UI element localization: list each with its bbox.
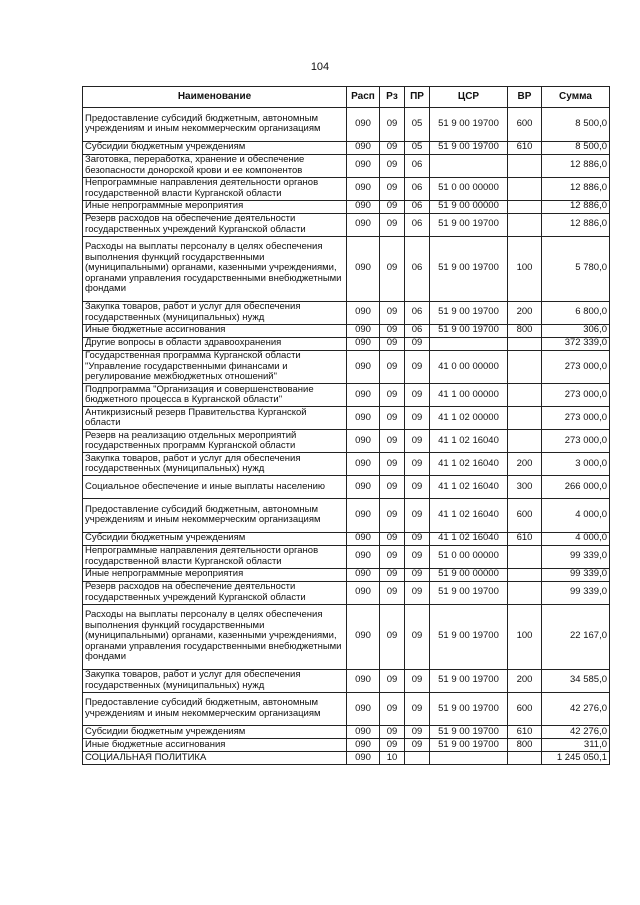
column-header-sum: Сумма	[542, 87, 610, 108]
cell-rasp: 090	[347, 350, 380, 384]
table-row	[83, 108, 610, 142]
cell-sum: 273 000,0	[542, 407, 610, 430]
cell-rasp: 090	[347, 177, 380, 200]
cell-rz: 09	[380, 200, 405, 213]
cell-name: Расходы на выплаты персоналу в целях обеспечения выполнения функций государственными (муниципальными) органами, казенными учреждениями, органами управления государственными внебюджетными фондами	[83, 604, 347, 669]
table-row	[83, 532, 610, 545]
cell-rz: 09	[380, 476, 405, 499]
cell-rasp: 090	[347, 499, 380, 533]
cell-rasp: 090	[347, 430, 380, 453]
cell-pr: 06	[405, 200, 430, 213]
table-row	[83, 726, 610, 739]
cell-name: Закупка товаров, работ и услуг для обеспечения государственных (муниципальных) нужд	[83, 453, 347, 476]
cell-name: Субсидии бюджетным учреждениям	[83, 726, 347, 739]
cell-csr: 51 9 00 19700	[430, 669, 508, 692]
cell-csr	[430, 337, 508, 350]
column-header-rz: Рз	[380, 87, 405, 108]
cell-rz: 09	[380, 532, 405, 545]
cell-rz: 09	[380, 301, 405, 324]
cell-name: Предоставление субсидий бюджетным, автономным учреждениям и иным некоммерческим организациям	[83, 108, 347, 142]
cell-csr: 51 9 00 19700	[430, 692, 508, 726]
cell-vr: 610	[508, 726, 542, 739]
cell-sum: 311,0	[542, 739, 610, 752]
cell-pr: 05	[405, 141, 430, 154]
cell-name: Заготовка, переработка, хранение и обеспечение безопасности донорской крови и ее компонентов	[83, 154, 347, 177]
table-row	[83, 692, 610, 726]
cell-name: Государственная программа Курганской области "Управление государственными финансами и регулирование межбюджетных отношений"	[83, 350, 347, 384]
cell-rz: 09	[380, 453, 405, 476]
cell-pr: 06	[405, 154, 430, 177]
cell-sum: 3 000,0	[542, 453, 610, 476]
cell-rz: 09	[380, 568, 405, 581]
cell-rasp: 090	[347, 532, 380, 545]
cell-vr	[508, 350, 542, 384]
cell-vr: 600	[508, 499, 542, 533]
cell-name: Непрограммные направления деятельности органов государственной власти Курганской области	[83, 177, 347, 200]
cell-pr: 09	[405, 499, 430, 533]
cell-vr: 200	[508, 453, 542, 476]
cell-csr: 51 0 00 00000	[430, 177, 508, 200]
cell-rz: 09	[380, 692, 405, 726]
cell-pr: 06	[405, 177, 430, 200]
cell-pr: 06	[405, 324, 430, 337]
cell-sum: 99 339,0	[542, 581, 610, 604]
cell-pr: 09	[405, 692, 430, 726]
cell-name: Субсидии бюджетным учреждениям	[83, 141, 347, 154]
cell-name: Предоставление субсидий бюджетным, автономным учреждениям и иным некоммерческим организациям	[83, 692, 347, 726]
cell-name: Резерв на реализацию отдельных мероприятий государственных программ Курганской области	[83, 430, 347, 453]
column-header-name: Наименование	[83, 87, 347, 108]
table-row	[83, 384, 610, 407]
cell-rz: 09	[380, 108, 405, 142]
cell-vr	[508, 200, 542, 213]
cell-rz: 09	[380, 177, 405, 200]
column-header-rasp: Расп	[347, 87, 380, 108]
cell-csr: 51 9 00 19700	[430, 108, 508, 142]
cell-pr: 09	[405, 453, 430, 476]
cell-vr: 200	[508, 669, 542, 692]
cell-sum: 12 886,0	[542, 213, 610, 236]
cell-rasp: 090	[347, 108, 380, 142]
cell-csr: 51 9 00 19700	[430, 141, 508, 154]
budget-table	[82, 86, 610, 765]
cell-csr: 51 9 00 19700	[430, 301, 508, 324]
page-number: 104	[310, 61, 330, 73]
cell-rasp: 090	[347, 141, 380, 154]
table-row	[83, 301, 610, 324]
cell-vr: 600	[508, 108, 542, 142]
cell-vr	[508, 568, 542, 581]
cell-pr: 09	[405, 581, 430, 604]
cell-pr: 09	[405, 532, 430, 545]
cell-vr	[508, 407, 542, 430]
cell-rz: 09	[380, 669, 405, 692]
cell-rz: 09	[380, 739, 405, 752]
cell-csr	[430, 752, 508, 765]
cell-sum: 273 000,0	[542, 350, 610, 384]
column-header-pr: ПР	[405, 87, 430, 108]
cell-rz: 09	[380, 430, 405, 453]
table-row	[83, 350, 610, 384]
table-row	[83, 739, 610, 752]
cell-rasp: 090	[347, 154, 380, 177]
cell-sum: 4 000,0	[542, 532, 610, 545]
table-row	[83, 499, 610, 533]
cell-rasp: 090	[347, 692, 380, 726]
table-row	[83, 324, 610, 337]
cell-rasp: 090	[347, 236, 380, 301]
cell-pr: 09	[405, 604, 430, 669]
cell-rasp: 090	[347, 453, 380, 476]
cell-pr: 09	[405, 476, 430, 499]
cell-name: Социальное обеспечение и иные выплаты населению	[83, 476, 347, 499]
table-row	[83, 407, 610, 430]
cell-sum: 34 585,0	[542, 669, 610, 692]
cell-name: Иные непрограммные мероприятия	[83, 200, 347, 213]
cell-name: Предоставление субсидий бюджетным, автономным учреждениям и иным некоммерческим организациям	[83, 499, 347, 533]
cell-rasp: 090	[347, 476, 380, 499]
cell-name: Антикризисный резерв Правительства Курганской области	[83, 407, 347, 430]
cell-sum: 4 000,0	[542, 499, 610, 533]
cell-rasp: 090	[347, 568, 380, 581]
cell-vr: 100	[508, 604, 542, 669]
cell-rz: 09	[380, 604, 405, 669]
cell-sum: 12 886,0	[542, 154, 610, 177]
cell-name: Иные непрограммные мероприятия	[83, 568, 347, 581]
cell-rz: 09	[380, 499, 405, 533]
cell-rasp: 090	[347, 384, 380, 407]
cell-rasp: 090	[347, 669, 380, 692]
table-header-row	[83, 87, 610, 108]
cell-sum: 8 500,0	[542, 141, 610, 154]
cell-vr: 300	[508, 476, 542, 499]
cell-csr: 41 1 02 16040	[430, 430, 508, 453]
cell-pr: 09	[405, 669, 430, 692]
table-row	[83, 581, 610, 604]
cell-name: Расходы на выплаты персоналу в целях обеспечения выполнения функций государственными (муниципальными) органами, казенными учреждениями, органами управления государственными внебюджетными фондами	[83, 236, 347, 301]
cell-vr	[508, 581, 542, 604]
cell-rasp: 090	[347, 324, 380, 337]
cell-sum: 12 886,0	[542, 200, 610, 213]
cell-rz: 09	[380, 407, 405, 430]
cell-csr: 41 1 02 16040	[430, 453, 508, 476]
cell-rasp: 090	[347, 752, 380, 765]
cell-sum: 6 800,0	[542, 301, 610, 324]
cell-rasp: 090	[347, 200, 380, 213]
cell-sum: 372 339,0	[542, 337, 610, 350]
cell-pr: 06	[405, 236, 430, 301]
cell-csr: 51 9 00 19700	[430, 739, 508, 752]
cell-rasp: 090	[347, 726, 380, 739]
cell-csr: 51 9 00 19700	[430, 726, 508, 739]
cell-sum: 99 339,0	[542, 545, 610, 568]
cell-csr: 41 1 02 16040	[430, 532, 508, 545]
cell-rz: 09	[380, 726, 405, 739]
cell-sum: 1 245 050,1	[542, 752, 610, 765]
table-row	[83, 430, 610, 453]
cell-pr: 06	[405, 301, 430, 324]
cell-rasp: 090	[347, 407, 380, 430]
cell-rasp: 090	[347, 301, 380, 324]
cell-csr: 41 1 02 16040	[430, 476, 508, 499]
cell-csr: 51 9 00 19700	[430, 604, 508, 669]
table-row	[83, 604, 610, 669]
cell-pr: 09	[405, 568, 430, 581]
cell-name: Закупка товаров, работ и услуг для обеспечения государственных (муниципальных) нужд	[83, 669, 347, 692]
cell-rz: 09	[380, 141, 405, 154]
cell-rz: 09	[380, 545, 405, 568]
cell-rasp: 090	[347, 337, 380, 350]
cell-vr: 200	[508, 301, 542, 324]
cell-rz: 09	[380, 213, 405, 236]
cell-csr: 41 1 02 00000	[430, 407, 508, 430]
cell-sum: 12 886,0	[542, 177, 610, 200]
table-row	[83, 752, 610, 765]
cell-pr: 09	[405, 545, 430, 568]
cell-csr: 51 0 00 00000	[430, 545, 508, 568]
cell-sum: 5 780,0	[542, 236, 610, 301]
cell-rasp: 090	[347, 604, 380, 669]
cell-csr	[430, 154, 508, 177]
cell-sum: 42 276,0	[542, 692, 610, 726]
cell-rasp: 090	[347, 581, 380, 604]
cell-vr	[508, 545, 542, 568]
cell-csr: 51 9 00 19700	[430, 581, 508, 604]
cell-name: Непрограммные направления деятельности органов государственной власти Курганской области	[83, 545, 347, 568]
cell-sum: 266 000,0	[542, 476, 610, 499]
cell-vr: 800	[508, 324, 542, 337]
cell-rasp: 090	[347, 545, 380, 568]
cell-vr: 800	[508, 739, 542, 752]
cell-vr: 600	[508, 692, 542, 726]
cell-rasp: 090	[347, 739, 380, 752]
cell-name: СОЦИАЛЬНАЯ ПОЛИТИКА	[83, 752, 347, 765]
cell-name: Иные бюджетные ассигнования	[83, 324, 347, 337]
cell-csr: 41 1 02 16040	[430, 499, 508, 533]
cell-sum: 99 339,0	[542, 568, 610, 581]
cell-vr	[508, 752, 542, 765]
cell-name: Закупка товаров, работ и услуг для обеспечения государственных (муниципальных) нужд	[83, 301, 347, 324]
table-row	[83, 545, 610, 568]
cell-rz: 09	[380, 324, 405, 337]
table-row	[83, 453, 610, 476]
table-row	[83, 200, 610, 213]
table-row	[83, 669, 610, 692]
cell-pr: 05	[405, 108, 430, 142]
column-header-csr: ЦСР	[430, 87, 508, 108]
cell-sum: 42 276,0	[542, 726, 610, 739]
cell-pr: 09	[405, 350, 430, 384]
cell-sum: 273 000,0	[542, 384, 610, 407]
cell-rz: 10	[380, 752, 405, 765]
cell-sum: 306,0	[542, 324, 610, 337]
table-row	[83, 213, 610, 236]
table-row	[83, 236, 610, 301]
cell-sum: 8 500,0	[542, 108, 610, 142]
cell-vr	[508, 384, 542, 407]
cell-pr: 09	[405, 337, 430, 350]
cell-rz: 09	[380, 350, 405, 384]
table-row	[83, 476, 610, 499]
cell-pr	[405, 752, 430, 765]
cell-name: Резерв расходов на обеспечение деятельности государственных учреждений Курганской области	[83, 213, 347, 236]
cell-pr: 09	[405, 430, 430, 453]
table-row	[83, 141, 610, 154]
cell-rz: 09	[380, 384, 405, 407]
cell-pr: 06	[405, 213, 430, 236]
cell-pr: 09	[405, 739, 430, 752]
cell-pr: 09	[405, 726, 430, 739]
cell-pr: 09	[405, 407, 430, 430]
cell-rz: 09	[380, 154, 405, 177]
cell-rasp: 090	[347, 213, 380, 236]
cell-name: Подпрограмма "Организация и совершенствование бюджетного процесса в Курганской области"	[83, 384, 347, 407]
cell-csr: 41 0 00 00000	[430, 350, 508, 384]
cell-rz: 09	[380, 581, 405, 604]
cell-name: Другие вопросы в области здравоохранения	[83, 337, 347, 350]
cell-vr: 610	[508, 141, 542, 154]
cell-name: Субсидии бюджетным учреждениям	[83, 532, 347, 545]
cell-vr	[508, 430, 542, 453]
cell-pr: 09	[405, 384, 430, 407]
table-row	[83, 154, 610, 177]
cell-csr: 51 9 00 00000	[430, 200, 508, 213]
cell-name: Резерв расходов на обеспечение деятельности государственных учреждений Курганской области	[83, 581, 347, 604]
table-row	[83, 337, 610, 350]
cell-csr: 51 9 00 19700	[430, 236, 508, 301]
cell-csr: 51 9 00 00000	[430, 568, 508, 581]
cell-vr	[508, 154, 542, 177]
cell-vr: 610	[508, 532, 542, 545]
cell-sum: 22 167,0	[542, 604, 610, 669]
table-row	[83, 568, 610, 581]
cell-csr: 51 9 00 19700	[430, 324, 508, 337]
cell-sum: 273 000,0	[542, 430, 610, 453]
cell-vr	[508, 213, 542, 236]
cell-csr: 51 9 00 19700	[430, 213, 508, 236]
cell-vr	[508, 337, 542, 350]
cell-rz: 09	[380, 337, 405, 350]
cell-vr: 100	[508, 236, 542, 301]
cell-name: Иные бюджетные ассигнования	[83, 739, 347, 752]
cell-rz: 09	[380, 236, 405, 301]
cell-csr: 41 1 00 00000	[430, 384, 508, 407]
table-row	[83, 177, 610, 200]
cell-vr	[508, 177, 542, 200]
column-header-vr: ВР	[508, 87, 542, 108]
